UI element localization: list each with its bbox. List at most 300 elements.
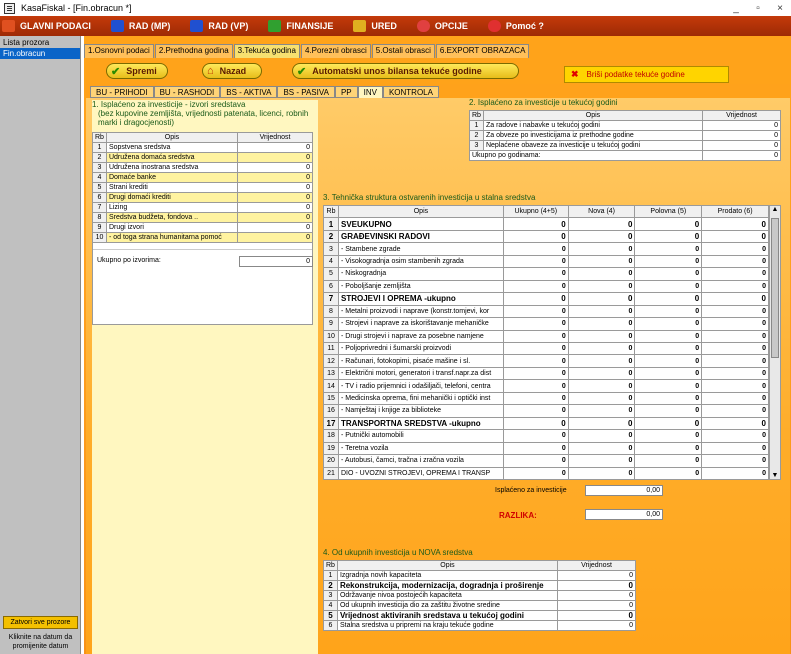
row-value[interactable]: 0 bbox=[702, 405, 769, 417]
table-row bbox=[470, 121, 781, 131]
window-list-sidebar bbox=[0, 36, 81, 654]
auto-entry-button[interactable]: ✔ Automatski unos bilansa tekuće godine bbox=[292, 63, 519, 79]
row-value[interactable]: 0 bbox=[568, 268, 635, 280]
table-row bbox=[93, 163, 313, 173]
row-number: 14 bbox=[324, 380, 339, 392]
row-value[interactable]: 0 bbox=[558, 621, 636, 631]
row-value[interactable]: 0 bbox=[635, 280, 702, 292]
row-value[interactable]: 0 bbox=[503, 442, 568, 454]
menu-rad-vp[interactable]: RAD (VP) bbox=[190, 20, 248, 32]
row-value[interactable]: 0 bbox=[238, 143, 313, 153]
row-value[interactable]: 0 bbox=[503, 355, 568, 367]
col-rb: Rb bbox=[324, 206, 339, 218]
table-row bbox=[93, 173, 313, 183]
row-value[interactable]: 0 bbox=[568, 330, 635, 342]
window-titlebar bbox=[0, 0, 791, 16]
row-number: 10 bbox=[93, 233, 107, 243]
section3-panel bbox=[323, 193, 781, 480]
table-row bbox=[324, 455, 769, 467]
row-value[interactable]: 0 bbox=[558, 571, 636, 581]
window-title: KasaFiskal - [Fin.obracun *] bbox=[21, 3, 132, 13]
section4-panel bbox=[323, 548, 636, 631]
row-description: STROJEVI I OPREMA -ukupno bbox=[338, 293, 503, 305]
row-value[interactable]: 0 bbox=[568, 293, 635, 305]
razlika-label: RAZLIKA: bbox=[499, 511, 537, 520]
row-value[interactable]: 0 bbox=[503, 305, 568, 317]
row-description: - od toga strana humanitarna pomoć bbox=[106, 233, 237, 243]
row-description: - Stambene zgrade bbox=[338, 243, 503, 255]
help-icon bbox=[488, 20, 501, 32]
row-value[interactable]: 0 bbox=[238, 233, 313, 243]
table-row bbox=[324, 218, 769, 230]
row-value[interactable]: 0 bbox=[503, 380, 568, 392]
row-description: - Medicinska oprema, fini mehanički i optički inst bbox=[338, 392, 503, 404]
row-number: 11 bbox=[324, 342, 339, 354]
flag-icon bbox=[111, 20, 124, 32]
col-polovna: Polovna (5) bbox=[635, 206, 702, 218]
row-description: Sredstva budžeta, fondova .. bbox=[106, 213, 237, 223]
row-number: 3 bbox=[324, 243, 339, 255]
row-value[interactable]: 0 bbox=[568, 218, 635, 230]
menu-rad-mp[interactable]: RAD (MP) bbox=[111, 20, 171, 32]
row-number: 6 bbox=[93, 193, 107, 203]
row-value[interactable]: 0 bbox=[503, 318, 568, 330]
row-value[interactable]: 0 bbox=[568, 230, 635, 242]
row-description: - Visokogradnja osim stambenih zgrada bbox=[338, 255, 503, 267]
close-all-windows-button[interactable]: Zatvori sve prozore bbox=[3, 616, 78, 629]
table-row bbox=[324, 367, 769, 379]
row-value[interactable]: 0 bbox=[702, 430, 769, 442]
row-description: Lizing bbox=[106, 203, 237, 213]
inv-content bbox=[86, 98, 790, 654]
row-description: Za radove i nabavke u tekućoj godini bbox=[483, 121, 702, 131]
table-header bbox=[93, 133, 313, 143]
row-value[interactable]: 0 bbox=[238, 183, 313, 193]
row-number: 2 bbox=[93, 153, 107, 163]
row-value[interactable]: 0 bbox=[238, 213, 313, 223]
row-description: - Namještaj i knjige za biblioteke bbox=[338, 405, 503, 417]
razlika-value: 0,00 bbox=[585, 509, 663, 520]
menu-opcije[interactable]: OPCIJE bbox=[417, 20, 468, 32]
table-row bbox=[324, 355, 769, 367]
table-row bbox=[324, 571, 636, 581]
row-description: Održavanje nivoa postojećih kapaciteta bbox=[337, 591, 557, 601]
row-number: 3 bbox=[324, 591, 338, 601]
row-number: 4 bbox=[324, 255, 339, 267]
menu-finansije[interactable]: FINANSIJE bbox=[268, 20, 333, 32]
row-value[interactable]: 0 bbox=[568, 380, 635, 392]
tab-prethodna-godina[interactable]: 2.Prethodna godina bbox=[155, 44, 233, 58]
row-value[interactable]: 0 bbox=[635, 417, 702, 429]
row-number: 9 bbox=[93, 223, 107, 233]
row-value[interactable]: 0 bbox=[238, 153, 313, 163]
row-value[interactable]: 0 bbox=[702, 230, 769, 242]
col-rb: Rb bbox=[470, 111, 484, 121]
row-description: Strani krediti bbox=[106, 183, 237, 193]
row-number: 1 bbox=[93, 143, 107, 153]
row-description: Rekonstrukcija, modernizacija, dogradnja i proširenje bbox=[337, 581, 557, 591]
row-number: 5 bbox=[93, 183, 107, 193]
row-value[interactable]: 0 bbox=[702, 417, 769, 429]
tab-ostali-obrasci[interactable]: 5.Ostali obrasci bbox=[372, 44, 435, 58]
col-opis: Opis bbox=[337, 561, 557, 571]
table-row bbox=[470, 151, 781, 161]
money-icon bbox=[268, 20, 281, 32]
row-number: 6 bbox=[324, 280, 339, 292]
settings-icon bbox=[417, 20, 430, 32]
subtab-pp[interactable]: PP bbox=[335, 86, 358, 98]
row-description: Drugi izvori bbox=[106, 223, 237, 233]
current-year-total-label: Ukupno po godinama: bbox=[470, 151, 703, 161]
section2-title: 2. Isplaćeno za investicije u tekućoj godini bbox=[469, 98, 618, 107]
row-number: 19 bbox=[324, 442, 339, 454]
col-rb: Rb bbox=[324, 561, 338, 571]
menu-pomoc[interactable]: Pomoć ? bbox=[488, 20, 544, 32]
row-value[interactable]: 0 bbox=[568, 467, 635, 479]
row-value[interactable]: 0 bbox=[568, 405, 635, 417]
table-header bbox=[324, 561, 636, 571]
subtab-bs-aktiva[interactable]: BS - AKTIVA bbox=[220, 86, 277, 98]
row-value[interactable]: 0 bbox=[568, 243, 635, 255]
restore-button[interactable]: ▫ bbox=[756, 2, 760, 14]
table-row bbox=[324, 243, 769, 255]
row-value[interactable]: 0 bbox=[503, 268, 568, 280]
row-description: Stalna sredstva u pripremi na kraju tekuće godine bbox=[337, 621, 557, 631]
main-tabs bbox=[84, 44, 530, 58]
row-number: 6 bbox=[324, 621, 338, 631]
table-row bbox=[324, 230, 769, 242]
sidebar-item-fin-obracun[interactable]: Fin.obracun bbox=[0, 48, 80, 59]
row-value[interactable]: 0 bbox=[703, 121, 781, 131]
table-row bbox=[324, 621, 636, 631]
row-value[interactable]: 0 bbox=[503, 430, 568, 442]
row-value[interactable]: 0 bbox=[568, 442, 635, 454]
row-value[interactable]: 0 bbox=[702, 455, 769, 467]
close-button[interactable]: × bbox=[777, 2, 783, 14]
row-value[interactable]: 0 bbox=[635, 243, 702, 255]
section1-panel bbox=[92, 100, 318, 654]
row-value[interactable]: 0 bbox=[702, 342, 769, 354]
flag-icon bbox=[190, 20, 203, 32]
table-row bbox=[324, 392, 769, 404]
col-prodato: Prodato (6) bbox=[702, 206, 769, 218]
table-row bbox=[324, 591, 636, 601]
menu-ured[interactable]: URED bbox=[353, 20, 397, 32]
row-value[interactable]: 0 bbox=[568, 280, 635, 292]
row-value[interactable]: 0 bbox=[568, 417, 635, 429]
row-value[interactable]: 0 bbox=[635, 455, 702, 467]
row-number: 1 bbox=[324, 571, 338, 581]
row-number: 7 bbox=[93, 203, 107, 213]
row-value[interactable]: 0 bbox=[635, 392, 702, 404]
table-row bbox=[470, 141, 781, 151]
subtab-inv[interactable]: INV bbox=[358, 86, 383, 98]
subtab-bu-prihodi[interactable]: BU - PRIHODI bbox=[90, 86, 154, 98]
row-description: - Poljoprivredni i šumarski proizvodi bbox=[338, 342, 503, 354]
row-value[interactable]: 0 bbox=[703, 141, 781, 151]
table-row bbox=[93, 193, 313, 203]
table-row bbox=[324, 280, 769, 292]
col-rb: Rb bbox=[93, 133, 107, 143]
table-row bbox=[324, 611, 636, 621]
tab-osnovni-podaci[interactable]: 1.Osnovni podaci bbox=[84, 44, 154, 58]
row-value[interactable]: 0 bbox=[238, 203, 313, 213]
row-description: - Niskogradnja bbox=[338, 268, 503, 280]
scroll-down-icon[interactable]: ▼ bbox=[771, 472, 779, 479]
row-value[interactable]: 0 bbox=[503, 330, 568, 342]
row-number: 4 bbox=[93, 173, 107, 183]
row-number: 13 bbox=[324, 367, 339, 379]
row-value[interactable]: 0 bbox=[238, 193, 313, 203]
table-row bbox=[93, 143, 313, 153]
row-description: - Električni motori, generatori i transf.napr.za dist bbox=[338, 367, 503, 379]
row-description: Vrijednost aktiviranih sredstava u tekućoj godini bbox=[337, 611, 557, 621]
row-description: Domaće banke bbox=[106, 173, 237, 183]
row-value[interactable]: 0 bbox=[702, 218, 769, 230]
row-value[interactable]: 0 bbox=[635, 380, 702, 392]
row-description: Udružena inostrana sredstva bbox=[106, 163, 237, 173]
sidebar-header: Lista prozora bbox=[3, 38, 50, 47]
row-value[interactable]: 0 bbox=[702, 355, 769, 367]
row-number: 9 bbox=[324, 318, 339, 330]
col-vrijednost: Vrijednost bbox=[558, 561, 636, 571]
row-value[interactable]: 0 bbox=[558, 611, 636, 621]
table-row bbox=[470, 131, 781, 141]
scroll-thumb[interactable] bbox=[771, 218, 779, 358]
table-row bbox=[324, 467, 769, 479]
table-row bbox=[324, 430, 769, 442]
row-value[interactable]: 0 bbox=[702, 442, 769, 454]
row-description: - Metalni proizvodi i naprave (konstr.tomjevi, kor bbox=[338, 305, 503, 317]
back-button[interactable]: ⌂ Nazad bbox=[202, 63, 262, 79]
technical-structure-table bbox=[323, 205, 769, 480]
row-value[interactable]: 0 bbox=[568, 305, 635, 317]
row-number: 8 bbox=[93, 213, 107, 223]
table-row bbox=[93, 203, 313, 213]
row-value[interactable]: 0 bbox=[635, 218, 702, 230]
table-row bbox=[324, 330, 769, 342]
row-description: - Poboljšanje zemljišta bbox=[338, 280, 503, 292]
row-value[interactable]: 0 bbox=[702, 255, 769, 267]
row-value[interactable]: 0 bbox=[635, 255, 702, 267]
row-number: 7 bbox=[324, 293, 339, 305]
row-description: Udružena domaća sredstva bbox=[106, 153, 237, 163]
tab-tekuca-godina[interactable]: 3.Tekuća godina bbox=[234, 44, 300, 58]
row-value[interactable]: 0 bbox=[503, 392, 568, 404]
row-value[interactable]: 0 bbox=[503, 342, 568, 354]
row-description: Neplaćene obaveze za investicije u tekućoj godini bbox=[483, 141, 702, 151]
app-icon bbox=[4, 3, 15, 14]
row-value[interactable]: 0 bbox=[568, 367, 635, 379]
row-value[interactable]: 0 bbox=[635, 405, 702, 417]
row-value[interactable]: 0 bbox=[558, 601, 636, 611]
row-value[interactable]: 0 bbox=[635, 330, 702, 342]
row-description: GRAĐEVINSKI RADOVI bbox=[338, 230, 503, 242]
row-value[interactable]: 0 bbox=[635, 367, 702, 379]
table-row bbox=[324, 601, 636, 611]
row-value[interactable]: 0 bbox=[702, 392, 769, 404]
row-value[interactable]: 0 bbox=[568, 318, 635, 330]
subtab-bs-pasiva[interactable]: BS - PASIVA bbox=[277, 86, 335, 98]
row-value[interactable]: 0 bbox=[503, 218, 568, 230]
col-ukupno: Ukupno (4+5) bbox=[503, 206, 568, 218]
row-value[interactable]: 0 bbox=[635, 305, 702, 317]
current-year-table bbox=[469, 110, 781, 161]
sources-table bbox=[92, 132, 313, 243]
row-value[interactable]: 0 bbox=[702, 367, 769, 379]
row-value[interactable]: 0 bbox=[702, 318, 769, 330]
row-description: - Putnički automobili bbox=[338, 430, 503, 442]
row-description: - Teretna vozila bbox=[338, 442, 503, 454]
row-description: Za obveze po investicijama iz prethodne godine bbox=[483, 131, 702, 141]
row-number: 3 bbox=[93, 163, 107, 173]
row-value[interactable]: 0 bbox=[635, 442, 702, 454]
row-number: 21 bbox=[324, 467, 339, 479]
row-value[interactable]: 0 bbox=[568, 255, 635, 267]
row-value[interactable]: 0 bbox=[635, 318, 702, 330]
row-number: 2 bbox=[470, 131, 484, 141]
row-value[interactable]: 0 bbox=[503, 417, 568, 429]
row-value[interactable]: 0 bbox=[503, 455, 568, 467]
section2-panel bbox=[469, 98, 781, 161]
row-value[interactable]: 0 bbox=[503, 243, 568, 255]
table-row bbox=[93, 233, 313, 243]
tab-export-obrazaca[interactable]: 6.EXPORT OBRAZACA bbox=[436, 44, 530, 58]
row-value[interactable]: 0 bbox=[635, 293, 702, 305]
row-value[interactable]: 0 bbox=[702, 293, 769, 305]
sources-total: 0 bbox=[239, 256, 313, 267]
save-button[interactable]: ✔ Spremi bbox=[106, 63, 168, 79]
row-value[interactable]: 0 bbox=[238, 163, 313, 173]
row-description: Sopstvena sredstva bbox=[106, 143, 237, 153]
row-value[interactable]: 0 bbox=[503, 280, 568, 292]
table-row bbox=[93, 213, 313, 223]
row-number: 1 bbox=[470, 121, 484, 131]
check-icon: ✔ bbox=[111, 65, 121, 78]
row-number: 5 bbox=[324, 268, 339, 280]
row-number: 4 bbox=[324, 601, 338, 611]
section1-title: 1. Isplaćeno za investicije - izvori sredstava bbox=[92, 100, 246, 109]
subtab-bu-rashodi[interactable]: BU - RASHODI bbox=[154, 86, 221, 98]
tab-porezni-obrasci[interactable]: 4.Porezni obrasci bbox=[301, 44, 371, 58]
row-value[interactable]: 0 bbox=[503, 293, 568, 305]
row-number: 5 bbox=[324, 611, 338, 621]
row-value[interactable]: 0 bbox=[568, 392, 635, 404]
row-value[interactable]: 0 bbox=[503, 467, 568, 479]
row-description: - Strojevi i naprave za iskorištavanje mehaničke bbox=[338, 318, 503, 330]
new-assets-table bbox=[323, 560, 636, 631]
row-value[interactable]: 0 bbox=[635, 467, 702, 479]
row-value[interactable]: 0 bbox=[503, 405, 568, 417]
row-value[interactable]: 0 bbox=[702, 268, 769, 280]
date-note[interactable]: Kliknite na datum da promijenite datum bbox=[8, 634, 73, 650]
row-value[interactable]: 0 bbox=[503, 255, 568, 267]
menu-bar bbox=[0, 16, 791, 36]
row-value[interactable]: 0 bbox=[635, 430, 702, 442]
delete-current-year-button[interactable]: ✖ Briši podatke tekuće godine bbox=[564, 66, 729, 83]
row-description: Izgradnja novih kapaciteta bbox=[337, 571, 557, 581]
row-number: 10 bbox=[324, 330, 339, 342]
row-value[interactable]: 0 bbox=[635, 230, 702, 242]
row-value[interactable]: 0 bbox=[238, 223, 313, 233]
row-value[interactable]: 0 bbox=[503, 230, 568, 242]
row-value[interactable]: 0 bbox=[635, 268, 702, 280]
col-vrijednost: Vrijednost bbox=[703, 111, 781, 121]
table-row bbox=[324, 405, 769, 417]
row-value[interactable]: 0 bbox=[702, 280, 769, 292]
row-value[interactable]: 0 bbox=[703, 131, 781, 141]
scroll-up-icon[interactable]: ▲ bbox=[771, 206, 779, 213]
home-icon: ⌂ bbox=[207, 65, 214, 77]
row-value[interactable]: 0 bbox=[635, 342, 702, 354]
isplaceno-label: Isplaćeno za investicije bbox=[495, 487, 567, 494]
row-description: SVEUKUPNO bbox=[338, 218, 503, 230]
row-number: 12 bbox=[324, 355, 339, 367]
row-description: - Autobusi, čamci, tračna i zračna vozila bbox=[338, 455, 503, 467]
row-description: - Računari, fotokopimi, pisaće mašine i sl. bbox=[338, 355, 503, 367]
minimize-button[interactable]: _ bbox=[733, 2, 739, 14]
row-value[interactable]: 0 bbox=[568, 342, 635, 354]
table-row bbox=[324, 342, 769, 354]
row-number: 20 bbox=[324, 455, 339, 467]
row-value[interactable]: 0 bbox=[702, 467, 769, 479]
row-description: - Drugi strojevi i naprave za posebne namjene bbox=[338, 330, 503, 342]
table-row bbox=[324, 268, 769, 280]
table-row bbox=[93, 153, 313, 163]
row-number: 2 bbox=[324, 230, 339, 242]
table-row bbox=[324, 417, 769, 429]
row-number: 18 bbox=[324, 430, 339, 442]
row-value[interactable]: 0 bbox=[503, 367, 568, 379]
isplaceno-value: 0,00 bbox=[585, 485, 663, 496]
main-area bbox=[84, 36, 791, 654]
table-scrollbar[interactable] bbox=[769, 205, 781, 480]
row-value[interactable]: 0 bbox=[558, 591, 636, 601]
row-value[interactable]: 0 bbox=[702, 330, 769, 342]
col-opis: Opis bbox=[338, 206, 503, 218]
row-description: - TV i radio prijemnici i odašiljači, telefoni, centra bbox=[338, 380, 503, 392]
current-year-total[interactable]: 0 bbox=[703, 151, 781, 161]
row-value[interactable]: 0 bbox=[635, 355, 702, 367]
row-value[interactable]: 0 bbox=[568, 430, 635, 442]
row-description: Drugi domaći krediti bbox=[106, 193, 237, 203]
row-value[interactable]: 0 bbox=[568, 455, 635, 467]
table-row bbox=[324, 380, 769, 392]
subtab-kontrola[interactable]: KONTROLA bbox=[383, 86, 439, 98]
section4-title: 4. Od ukupnih investicija u NOVA sredstva bbox=[323, 548, 473, 557]
row-value[interactable]: 0 bbox=[702, 380, 769, 392]
row-description: DIO - UVOZNI STROJEVI, OPREMA I TRANSP bbox=[338, 467, 503, 479]
table-header bbox=[324, 206, 769, 218]
sources-total-label: Ukupno po izvorima: bbox=[97, 257, 161, 264]
row-description: Od ukupnih investicija dio za zaštitu životne sredine bbox=[337, 601, 557, 611]
row-value[interactable]: 0 bbox=[238, 173, 313, 183]
col-vrijednost: Vrijednost bbox=[238, 133, 313, 143]
section1-subtitle: (bez kupovine zemljišta, vrijednosti patenata, licenci, robnih marki i dragocjenosti) bbox=[98, 109, 309, 127]
table-row bbox=[324, 442, 769, 454]
table-row bbox=[324, 318, 769, 330]
col-opis: Opis bbox=[106, 133, 237, 143]
folder-icon bbox=[353, 20, 366, 32]
sub-tabs bbox=[90, 86, 439, 98]
row-value[interactable]: 0 bbox=[702, 305, 769, 317]
menu-glavni-podaci[interactable]: GLAVNI PODACI bbox=[2, 20, 91, 32]
row-number: 17 bbox=[324, 417, 339, 429]
row-value[interactable]: 0 bbox=[568, 355, 635, 367]
row-value[interactable]: 0 bbox=[558, 581, 636, 591]
row-value[interactable]: 0 bbox=[702, 243, 769, 255]
row-number: 3 bbox=[470, 141, 484, 151]
